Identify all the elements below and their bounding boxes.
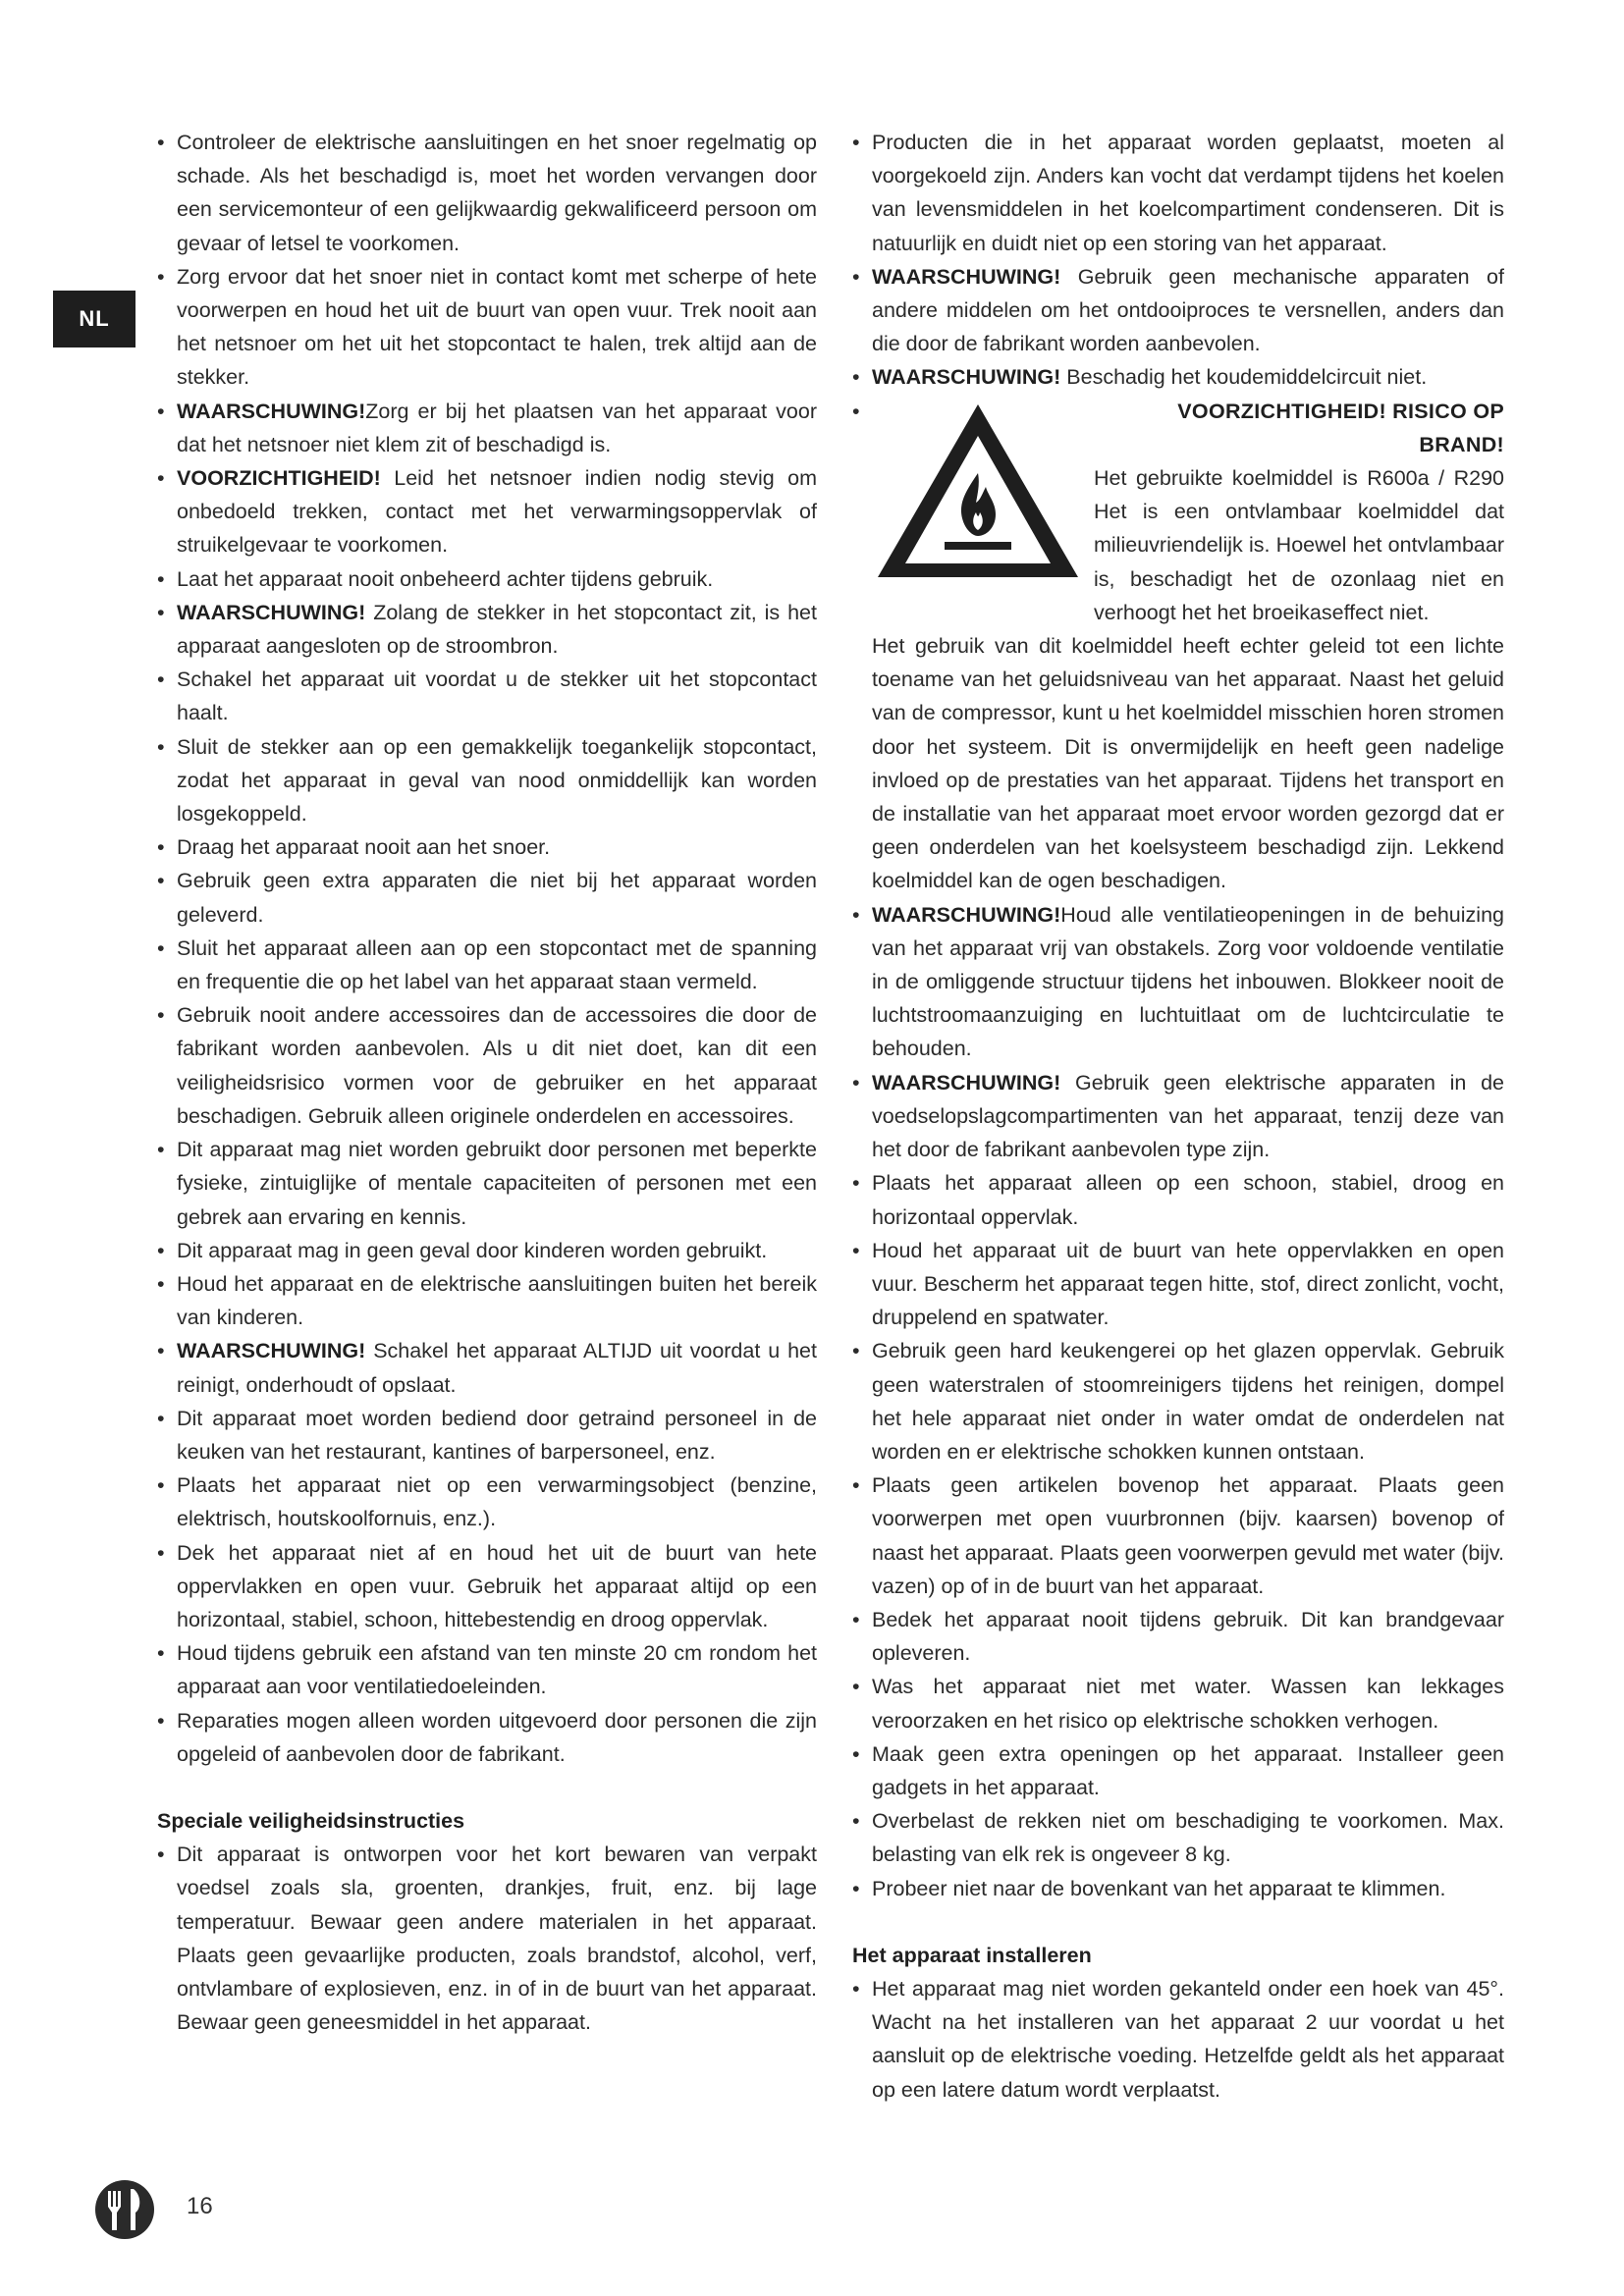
bullet-item (157, 1704, 817, 1771)
bullet-text: Dit apparaat is ontworpen voor het kort bewaren van verpakt voedsel zoals sla, groenten, drankjes, fruit, enz. bij lage temperatuur. Bewaar geen andere materialen in het apparaat. Plaats geen gevaarlijke producten, zoals brandstof, alcohol, verf, ontvlambare of explosieven, enz. in of in de buurt van het apparaat. Bewaar geen geneesmiddel in het apparaat. (177, 1842, 817, 2035)
bullet-item (157, 1267, 817, 1334)
bullet-text: Sluit het apparaat alleen aan op een stopcontact met de spanning en frequentie die op het label van het apparaat staan vermeld. (177, 935, 817, 994)
bullet-item (157, 1838, 817, 2039)
bullet-item (157, 998, 817, 1133)
warning-keyword: WAARSCHUWING! (872, 1070, 1061, 1095)
bullet-item (157, 126, 817, 260)
bullet-text: Schakel het apparaat ALTIJD uit voordat u het reinigt, onderhoudt of opslaat. (177, 1339, 817, 1397)
bullet-text: Laat het apparaat nooit onbeheerd achter tijdens gebruik. (177, 566, 714, 591)
bullet-item (852, 1334, 1504, 1468)
bullet-text: Was het apparaat niet met water. Wassen kan lekkages veroorzaken en het risico op elektrische schokken verhogen. (872, 1675, 1504, 1733)
bullet-text: Houd het apparaat uit de buurt van hete oppervlakken en open vuur. Bescherm het apparaat tegen hitte, stof, direct zonlicht, vocht, druppelend en spatwater. (872, 1238, 1504, 1330)
bullet-text: Zolang de stekker in het stopcontact zit, is het apparaat aangesloten op de stroombron. (177, 600, 817, 659)
bullet-text: Sluit de stekker aan op een gemakkelijk toegankelijk stopcontact, zodat het apparaat in geval van nood onmiddellijk kan worden losgekoppeld. (177, 734, 817, 827)
special-section-title: Speciale veiligheidsinstructies (157, 1808, 465, 1833)
bullet-item (157, 663, 817, 729)
bullet-item (157, 864, 817, 931)
bullet-item (157, 461, 817, 562)
bullet-text: Dek het apparaat niet af en houd het uit de buurt van hete oppervlakken en open vuur. Gebruik het apparaat altijd op een horizontaal, stabiel, schoon, hittebestendig en droog oppervlak. (177, 1540, 817, 1631)
bullet-text: Gebruik geen mechanische apparaten of andere middelen om het ontdooiproces te versnellen, anders dan die door de fabrikant worden aanbevolen. (872, 264, 1504, 356)
right-items-top (852, 126, 1504, 395)
bullet-text: Reparaties mogen alleen worden uitgevoerd door personen die zijn opgeleid of aanbevolen door de fabrikant. (177, 1708, 817, 1766)
bullet-text: Dit apparaat moet worden bediend door getraind personeel in de keuken van het restaurant, kantines of barpersoneel, enz. (177, 1406, 817, 1464)
bullet-item (852, 1166, 1504, 1233)
bullet-item (157, 932, 817, 998)
left-items (157, 126, 817, 1771)
bullet-item (157, 830, 817, 864)
bullet-text: Controleer de elektrische aansluitingen en het snoer regelmatig op schade. Als het beschadigd is, moet het worden vervangen door een servicemonteur of een gelijkwaardig gekwalificeerd persoon om gevaar of letsel te voorkomen. (177, 131, 817, 255)
bullet-text: Gebruik geen extra apparaten die niet bij het apparaat worden geleverd. (177, 869, 817, 927)
bullet-text: Gebruik geen hard keukengerei op het glazen oppervlak. Gebruik geen waterstralen of stoomreinigers tijdens het reinigen, dompel het hele apparaat niet onder in water omdat de onderdelen nat worden en er elektrische schokken kunnen ontstaan. (872, 1339, 1504, 1464)
bullet-text: Zorg er bij het plaatsen van het apparaat voor dat het netsnoer niet klem zit of beschadigd is. (177, 399, 817, 456)
bullet-text: Overbelast de rekken niet om beschadiging te voorkomen. Max. belasting van elk rek is ongeveer 8 kg. (872, 1809, 1504, 1867)
bullet-item (852, 360, 1504, 394)
bullet-item (852, 1066, 1504, 1167)
bullet-text: Houd tijdens gebruik een afstand van ten minste 20 cm rondom het apparaat aan voor ventilatiedoeleinden. (177, 1641, 817, 1699)
bullet-text: Leid het netsnoer indien nodig stevig om onbedoeld trekken, contact met het verwarmingsoppervlak of struikelgevaar te voorkomen. (177, 466, 817, 558)
cutlery-logo-icon (94, 2179, 155, 2240)
bullet-item (852, 1468, 1504, 1603)
warning-keyword: WAARSCHUWING! (177, 399, 366, 423)
bullet-item (157, 1334, 817, 1401)
bullet-item (157, 1133, 817, 1234)
bullet-text: Probeer niet naar de bovenkant van het apparaat te klimmen. (872, 1876, 1446, 1900)
bullet-text: Bedek het apparaat nooit tijdens gebruik. Dit kan brandgevaar opleveren. (872, 1607, 1504, 1666)
bullet-item (852, 898, 1504, 1066)
bullet-text: Houd alle ventilatieopeningen in de behuizing van het apparaat vrij van obstakels. Zorg voor voldoende ventilatie in de omliggende structuur tijdens het inbouwen. Blokkeer nooit de luchtstroomaanzuiging en luchtuitlaat om de luchtcirculatie te behouden. (872, 902, 1504, 1061)
language-tab: NL (53, 291, 135, 347)
bullet-item (852, 126, 1504, 260)
bullet-item (157, 1468, 817, 1535)
bullet-item (157, 1536, 817, 1637)
bullet-item (157, 260, 817, 395)
warning-keyword: WAARSCHUWING! (872, 264, 1061, 289)
bullet-item (157, 730, 817, 831)
bullet-item (852, 1670, 1504, 1736)
bullet-text: Houd het apparaat en de elektrische aansluitingen buiten het bereik van kinderen. (177, 1271, 817, 1330)
fire-warning-side-text: Het gebruikte koelmiddel is R600a / R290 Het is een ontvlambaar koelmiddel dat milieuvriendelijk is. Hoewel het ontvlambaar is, beschadigt het de ozonlaag niet en verhoogt het het broeikaseffect niet. (1094, 466, 1504, 624)
warning-keyword: WAARSCHUWING! (872, 365, 1061, 390)
warning-keyword: WAARSCHUWING! (872, 902, 1061, 927)
bullet-text: Draag het apparaat nooit aan het snoer. (177, 835, 551, 860)
bullet-text: Zorg ervoor dat het snoer niet in contact komt met scherpe of hete voorwerpen en houd het uit de buurt van open vuur. Trek nooit aan het netsnoer om het uit het stopcontact te halen, trek altijd aan de stekker. (177, 264, 817, 390)
bullet-text: Producten die in het apparaat worden geplaatst, moeten al voorgekoeld zijn. Anders kan vocht dat verdampt tijdens het koelen van levensmiddelen in het koelcompartiment condenseren. Dit is natuurlijk en duidt niet op een storing van het apparaat. (872, 131, 1504, 255)
warning-keyword: VOORZICHTIGHEID! (177, 466, 381, 491)
right-items-bottom (852, 898, 1504, 1905)
bullet-item (852, 1737, 1504, 1804)
bullet-item (852, 1603, 1504, 1670)
bullet-item (852, 1804, 1504, 1871)
bullet-item (157, 395, 817, 461)
bullet-item (157, 596, 817, 663)
bullet-text: Dit apparaat mag in geen geval door kinderen worden gebruikt. (177, 1238, 768, 1262)
bullet-item (157, 1636, 817, 1703)
fire-warning-block (852, 395, 1504, 898)
fire-warning-continued-text: Het gebruik van dit koelmiddel heeft echter geleid tot een lichte toename van het geluidsniveau van het apparaat. Naast het geluid van de compressor, kunt u het koelmiddel misschien horen stromen door het systeem. Dit is onvermijdelijk en heeft geen nadelige invloed op de prestaties van het apparaat. Tijdens het transport en de installatie van het apparaat moet ervoor worden gezorgd dat er geen onderdelen van het koelsysteem beschadigd zijn. Lekkend koelmiddel kan de ogen beschadigen. (872, 634, 1504, 893)
bullet-item (852, 1234, 1504, 1335)
install-items (852, 1972, 1504, 2107)
right-column (852, 126, 1504, 2107)
bullet-text: Schakel het apparaat uit voordat u de stekker uit het stopcontact haalt. (177, 667, 817, 725)
bullet-text: Maak geen extra openingen op het apparaat. Installeer geen gadgets in het apparaat. (872, 1741, 1504, 1799)
bullet-item (157, 562, 817, 596)
bullet-item (157, 1402, 817, 1468)
left-column (157, 126, 817, 2039)
bullet-item (157, 1234, 817, 1267)
bullet-text: Dit apparaat mag niet worden gebruikt door personen met beperkte fysieke, zintuiglijke of mentale capaciteiten of personen met een gebrek aan ervaring en kennis. (177, 1138, 817, 1229)
bullet-item (852, 260, 1504, 361)
bullet-text: Het apparaat mag niet worden gekanteld onder een hoek van 45°. Wacht na het installeren van het apparaat 2 uur voordat u het aansluit op de elektrische voeding. Hetzelfde geldt als het apparaat op een latere datum wordt verplaatst. (872, 1976, 1504, 2102)
flammable-warning-icon (872, 397, 1084, 583)
warning-keyword: WAARSCHUWING! (177, 1339, 366, 1363)
bullet-item (852, 1872, 1504, 1905)
install-section-title: Het apparaat installeren (852, 1943, 1092, 1967)
fire-warning-title: • VOORZICHTIGHEID! RISICO OP BRAND! (1177, 399, 1504, 456)
bullet-item (852, 1972, 1504, 2107)
bullet-text: Gebruik nooit andere accessoires dan de accessoires die door de fabrikant worden aanbevolen. Als u dit niet doet, kan dit een veiligheidsrisico vormen voor de gebruiker en het apparaat beschadigen. Gebruik alleen originele onderdelen en accessoires. (177, 1003, 817, 1128)
bullet-text: Plaats het apparaat niet op een verwarmingsobject (benzine, elektrisch, houtskoolfornuis, enz.). (177, 1473, 817, 1531)
special-items (157, 1838, 817, 2039)
bullet-text: Gebruik geen elektrische apparaten in de voedselopslagcompartimenten van het apparaat, tenzij deze van het door de fabrikant aanbevolen type zijn. (872, 1070, 1504, 1162)
bullet-text: Beschadig het koudemiddelcircuit niet. (1060, 365, 1428, 390)
bullet-text: Plaats het apparaat alleen op een schoon, stabiel, droog en horizontaal oppervlak. (872, 1171, 1504, 1229)
page-number: 16 (187, 2193, 213, 2219)
bullet-text: Plaats geen artikelen bovenop het apparaat. Plaats geen voorwerpen met open vuurbronnen (bijv. kaarsen) bovenop of naast het apparaat. Plaats geen voorwerpen gevuld met water (bijv. vazen) op of in de buurt van het apparaat. (872, 1473, 1504, 1598)
warning-keyword: WAARSCHUWING! (177, 600, 366, 624)
